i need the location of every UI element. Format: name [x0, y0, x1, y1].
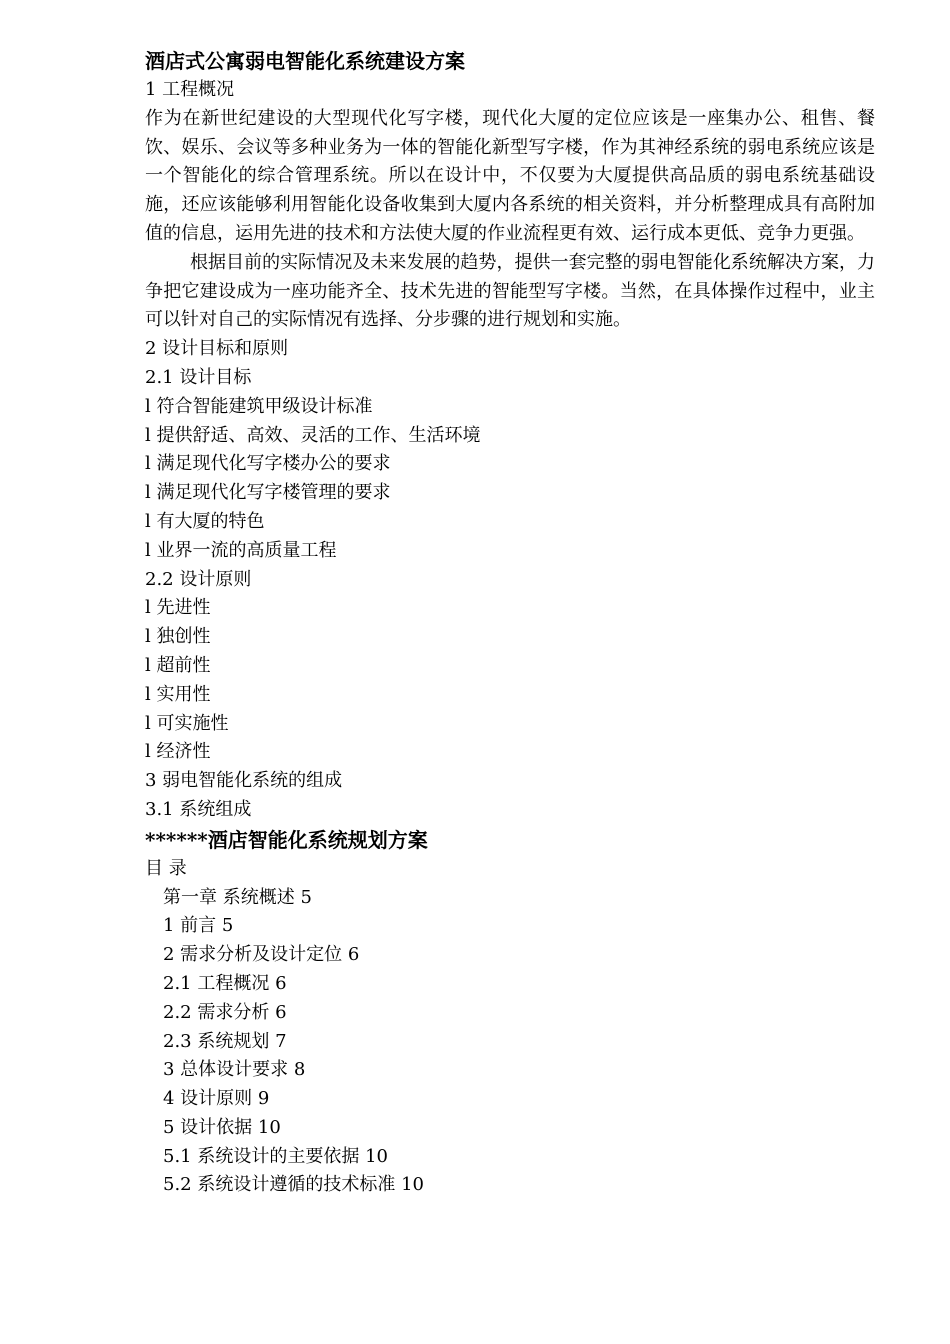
goal-item: l 满足现代化写字楼办公的要求: [145, 453, 391, 475]
section-heading-1: 1 工程概况: [145, 79, 235, 100]
document-page: [145, 46, 875, 1200]
goal-item: l 有大厦的特色: [145, 510, 265, 532]
goal-item: l 提供舒适、高效、灵活的工作、生活环境: [145, 424, 481, 446]
subsection-heading-2-2: 2.2 设计原则: [145, 568, 252, 590]
paragraph-plan: 根据目前的实际情况及未来发展的趋势，提供一套完整的弱电智能化系统解决方案，力争把它建设成为一座功能齐全、技术先进的智能型写字楼。当然，在具体操作过程中，业主可以针对自己的实际情况有选择、分步骤的进行规划和实施。: [145, 251, 875, 331]
principle-item: l 超前性: [145, 654, 211, 676]
principle-item: l 先进性: [145, 597, 211, 619]
principle-item: l 经济性: [145, 741, 211, 763]
goal-item: l 符合智能建筑甲级设计标准: [145, 395, 373, 417]
subsection-heading-2-1: 2.1 设计目标: [145, 366, 252, 388]
goal-item: l 满足现代化写字楼管理的要求: [145, 482, 391, 504]
section-heading-2: 2 设计目标和原则: [145, 338, 289, 360]
toc-entry: 4 设计原则 9: [163, 1088, 270, 1110]
toc-entry: 2.3 系统规划 7: [163, 1030, 287, 1052]
goal-item: l 业界一流的高质量工程: [145, 539, 337, 561]
toc-entry: 2.1 工程概况 6: [163, 972, 287, 994]
section-heading-3: 3 弱电智能化系统的组成: [145, 770, 343, 792]
principle-item: l 独创性: [145, 626, 211, 648]
second-document-title: ******酒店智能化系统规划方案: [145, 827, 428, 852]
subsection-heading-3-1: 3.1 系统组成: [145, 798, 252, 820]
toc-entry: 2 需求分析及设计定位 6: [163, 944, 360, 966]
toc-entry: 5 设计依据 10: [163, 1116, 281, 1138]
toc-entry: 2.2 需求分析 6: [163, 1001, 287, 1023]
toc-heading: 目 录: [145, 857, 187, 879]
toc-entry: 1 前言 5: [163, 915, 234, 937]
toc-entry: 3 总体设计要求 8: [163, 1059, 306, 1081]
principle-item: l 可实施性: [145, 712, 229, 734]
toc-entry: 5.2 系统设计遵循的技术标准 10: [163, 1174, 424, 1196]
document-title: 酒店式公寓弱电智能化系统建设方案: [145, 49, 465, 73]
principle-item: l 实用性: [145, 683, 211, 705]
toc-entry: 第一章 系统概述 5: [163, 886, 312, 908]
toc-entry: 5.1 系统设计的主要依据 10: [163, 1145, 388, 1167]
paragraph-overview: 作为在新世纪建设的大型现代化写字楼，现代化大厦的定位应该是一座集办公、租售、餐饮、娱乐、会议等多种业务为一体的智能化新型写字楼，作为其神经系统的弱电系统应该是一个智能化的综合管理系统。所以在设计中，不仅要为大厦提供高品质的弱电系统基础设施，还应该能够利用智能化设备收集到大厦内各系统的相关资料，并分析整理成具有高附加值的信息，运用先进的技术和方法使大厦的作业流程更有效、运行成本更低、竞争力更强。: [145, 107, 875, 244]
